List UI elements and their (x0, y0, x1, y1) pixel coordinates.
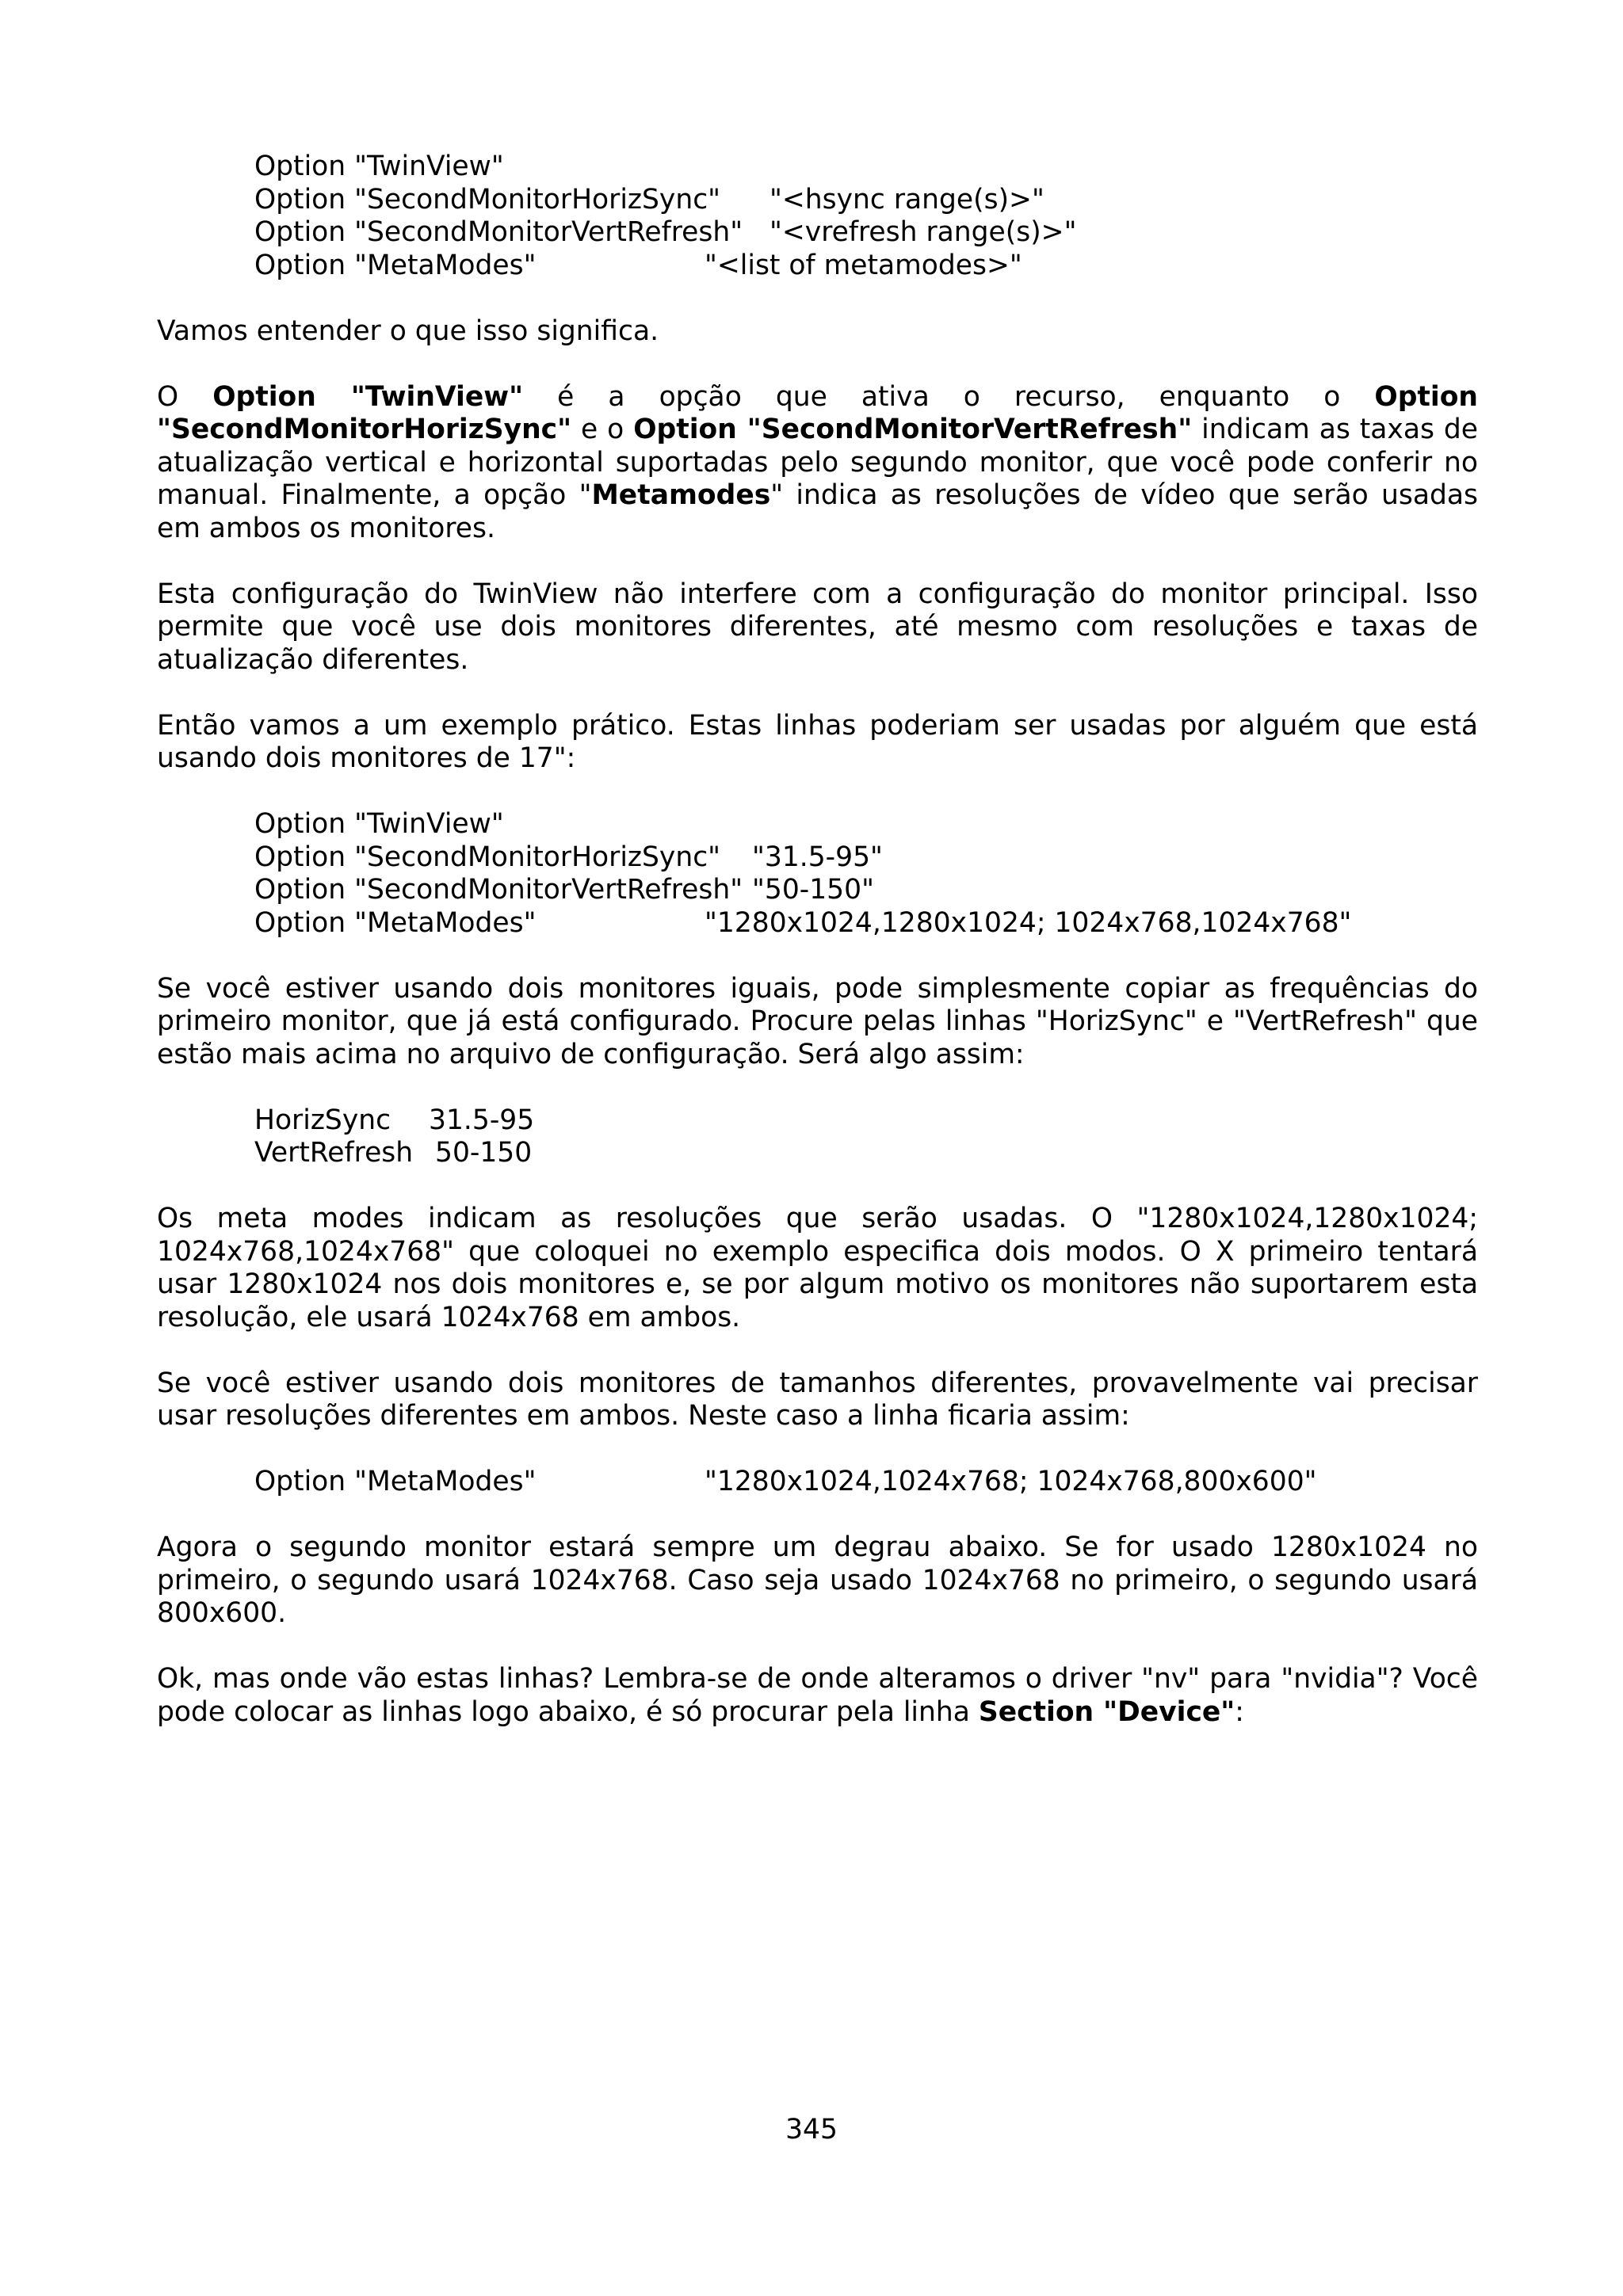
paragraph: Esta configuração do TwinView não interfere com a configuração do monitor principal. Isso permite que você use dois monitores diferentes, até mesmo com resoluções e taxas de atualização diferentes. (157, 578, 1478, 676)
code-line (254, 841, 1478, 875)
code-key: Option "SecondMonitorHorizSync" (254, 841, 721, 873)
code-line: Option "TwinView" (254, 151, 504, 182)
bold-term: Option "SecondMonitorVertRefresh" (633, 414, 1193, 445)
code-block-metamodes (157, 1466, 1478, 1499)
bold-term: Section "Device" (978, 1695, 1235, 1728)
code-value: 50-150 (435, 1137, 533, 1169)
code-line (254, 907, 1478, 940)
code-line (254, 874, 1478, 907)
code-line (254, 216, 1478, 250)
code-line (254, 1104, 1478, 1138)
code-block-sync (157, 1104, 1478, 1170)
text-run: : (1235, 1695, 1244, 1728)
code-key: Option "SecondMonitorVertRefresh" (254, 874, 743, 906)
code-value: "1280x1024,1024x768; 1024x768,800x600" (705, 1466, 1317, 1497)
bold-term: Option "TwinView" (212, 380, 524, 413)
code-key: Option "SecondMonitorVertRefresh" (254, 216, 743, 248)
code-key: Option "MetaModes" (254, 249, 537, 281)
page-content (157, 151, 1478, 1762)
paragraph: Se você estiver usando dois monitores de tamanhos diferentes, provavelmente vai precisar usar resoluções diferentes em ambos. Neste caso a linha ficaria assim: (157, 1367, 1478, 1432)
code-value: "<vrefresh range(s)>" (769, 216, 1077, 248)
paragraph: Os meta modes indicam as resoluções que serão usadas. O "1280x1024,1280x1024; 1024x768,1024x768" que coloquei no exemplo especifica dois modos. O X primeiro tentará usar 1280x1024 nos dois monitores e, se por algum motivo os monitores não suportarem esta resolução, ele usará 1024x768 em ambos. (157, 1203, 1478, 1333)
code-key: Option "MetaModes" (254, 1466, 537, 1497)
code-line (254, 1137, 1478, 1170)
code-value: "<list of metamodes>" (705, 249, 1022, 281)
code-value: "1280x1024,1280x1024; 1024x768,1024x768" (705, 906, 1352, 939)
text-run: O (157, 380, 213, 413)
code-block-twinview-template (157, 151, 1478, 282)
text-run: indicam as taxas de atualização vertical e horizontal suportadas pelo segundo monitor, que você pode conferir no manual. Finalmente, a opção " (157, 414, 1478, 511)
code-line (254, 184, 1478, 217)
code-key: VertRefresh (254, 1137, 414, 1169)
paragraph: Então vamos a um exemplo prático. Estas linhas poderiam ser usadas por alguém que está usando dois monitores de 17": (157, 709, 1478, 774)
paragraph (157, 381, 1478, 546)
code-block-example (157, 808, 1478, 940)
code-line: Option "TwinView" (254, 808, 504, 840)
code-value: "<hsync range(s)>" (769, 183, 1044, 215)
code-key: Option "SecondMonitorHorizSync" (254, 183, 721, 215)
text-run: " indica as resoluções de vídeo que serão usadas em ambos os monitores. (157, 479, 1478, 544)
code-line (254, 1466, 1478, 1499)
paragraph: Agora o segundo monitor estará sempre um degrau abaixo. Se for usado 1280x1024 no primeiro, o segundo usará 1024x768. Caso seja usado 1024x768 no primeiro, o segundo usará 800x600. (157, 1531, 1478, 1629)
page-number: 345 (785, 2114, 838, 2145)
text-run: e o (571, 414, 634, 445)
code-line (254, 250, 1478, 283)
code-value: "31.5-95" (752, 841, 883, 873)
paragraph: Vamos entender o que isso significa. (157, 315, 659, 347)
bold-term: Option "SecondMonitorHorizSync" (157, 380, 1478, 445)
code-key: Option "MetaModes" (254, 906, 537, 939)
code-value: 31.5-95 (429, 1104, 535, 1136)
bold-term: Metamodes (591, 479, 771, 511)
code-key: HorizSync (254, 1104, 391, 1136)
text-run: Ok, mas onde vão estas linhas? Lembra-se de onde alteramos o driver "nv" para "nvidia"? Você pode colocar as linhas logo abaixo, é só procurar pela linha (157, 1663, 1478, 1728)
code-value: "50-150" (752, 874, 874, 906)
paragraph (157, 1663, 1478, 1729)
paragraph: Se você estiver usando dois monitores iguais, pode simplesmente copiar as frequências do primeiro monitor, que já está configurado. Procure pelas linhas "HorizSync" e "VertRefresh" que estão mais acima no arquivo de configuração. Será algo assim: (157, 972, 1478, 1070)
text-run: é a opção que ativa o recurso, enquanto o (523, 380, 1375, 413)
